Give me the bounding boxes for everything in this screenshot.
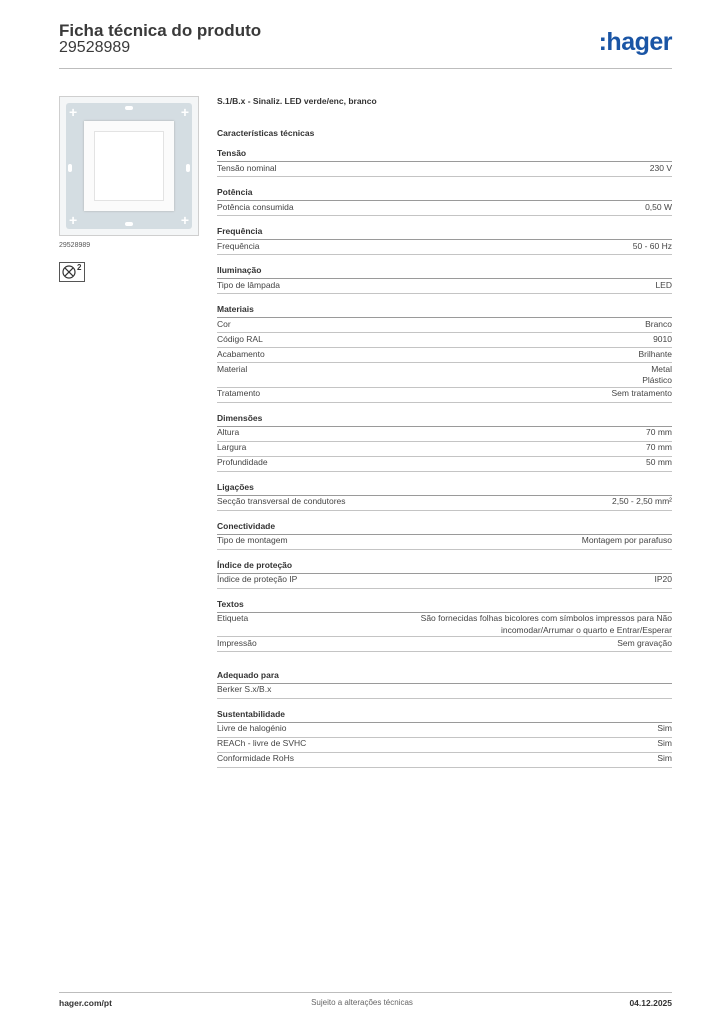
section-title: Sustentabilidade	[217, 709, 672, 723]
product-name: S.1/B.x - Sinaliz. LED verde/enc, branco	[217, 96, 377, 106]
spec-row	[217, 723, 672, 738]
image-caption: 29528989	[59, 242, 91, 249]
product-image	[59, 96, 199, 236]
suitable-item: Berker S.x/B.x	[217, 684, 672, 699]
screw-mark-icon: +	[69, 104, 78, 120]
spec-label: Secção transversal de condutores	[217, 496, 346, 506]
spec-section	[217, 265, 672, 294]
spec-label: Código RAL	[217, 333, 263, 344]
section-title: Adequado para	[217, 670, 672, 684]
suitable-section	[217, 670, 672, 699]
spec-value: 70 mm	[646, 442, 672, 452]
footer-date: 04.12.2025	[629, 998, 672, 1008]
spec-section	[217, 599, 672, 653]
spec-label: Profundidade	[217, 457, 268, 467]
hager-logo: :hager	[598, 28, 672, 56]
spec-value: Brilhante	[638, 348, 672, 359]
sustainability-rows	[217, 723, 672, 768]
spec-value: Branco	[645, 318, 672, 329]
spec-label: Conformidade RoHs	[217, 753, 295, 763]
spec-row	[217, 162, 672, 177]
spec-label: Largura	[217, 442, 247, 452]
spec-value: LED	[655, 279, 672, 290]
spec-row	[217, 457, 672, 472]
spec-row	[217, 427, 672, 442]
frame-hole	[186, 164, 190, 172]
spec-section	[217, 413, 672, 472]
spec-row	[217, 637, 672, 652]
spec-section	[217, 521, 672, 550]
spec-value: Sim	[657, 738, 672, 748]
spec-row	[217, 613, 672, 638]
spec-row	[217, 201, 672, 216]
frame-hole	[68, 164, 72, 172]
spec-value: Sim	[657, 753, 672, 763]
spec-label: Tensão nominal	[217, 162, 277, 173]
spec-row	[217, 496, 672, 511]
spec-section	[217, 187, 672, 216]
spec-section	[217, 226, 672, 255]
page-title: Ficha técnica do produto	[59, 21, 262, 40]
spec-value: 50 mm	[646, 457, 672, 467]
spec-value: Sem gravação	[617, 637, 672, 648]
spec-row	[217, 753, 672, 768]
header-divider	[59, 68, 672, 69]
spec-value: 0,50 W	[645, 201, 672, 212]
spec-label: Tratamento	[217, 388, 261, 398]
spec-row	[217, 388, 672, 403]
spec-value: Sem tratamento	[611, 388, 672, 398]
tech-heading: Características técnicas	[217, 128, 315, 138]
section-title: Índice de proteção	[217, 560, 672, 574]
spec-label: Tipo de lâmpada	[217, 279, 281, 290]
spacer	[217, 662, 672, 670]
section-title: Tensão	[217, 148, 672, 162]
screw-mark-icon: +	[180, 212, 189, 228]
spec-section	[217, 148, 672, 177]
spec-label: Etiqueta	[217, 613, 249, 623]
spec-label: REACh - livre de SVHC	[217, 738, 307, 748]
lamp-cross-icon	[59, 262, 85, 282]
spec-value: Sim	[657, 723, 672, 733]
frame-hole	[125, 222, 133, 226]
spec-row	[217, 348, 672, 363]
spec-value: Montagem por parafuso	[581, 535, 672, 545]
section-title: Textos	[217, 599, 672, 613]
spec-row	[217, 442, 672, 457]
led-lens	[94, 131, 164, 201]
spec-row	[217, 240, 672, 255]
spec-value: Metal Plástico	[642, 363, 672, 385]
cover-plate	[84, 121, 174, 211]
spec-row	[217, 279, 672, 294]
spec-value: 70 mm	[646, 427, 672, 437]
spec-row	[217, 535, 672, 550]
lamp-superscript: 2	[77, 263, 82, 272]
spec-label: Índice de proteção IP	[217, 574, 298, 584]
spec-value: IP20	[654, 574, 672, 584]
screw-mark-icon: +	[69, 212, 78, 228]
spec-value: 50 - 60 Hz	[632, 240, 672, 251]
section-title: Conectividade	[217, 521, 672, 535]
spec-value: 2,50 - 2,50 mm²	[612, 496, 672, 506]
spec-row	[217, 738, 672, 753]
footer-divider	[59, 992, 672, 993]
spec-label: Livre de halogénio	[217, 723, 287, 733]
spec-label: Material	[217, 363, 248, 374]
section-title: Frequência	[217, 226, 672, 240]
section-title: Iluminação	[217, 265, 672, 279]
footer-note: Sujeito a alterações técnicas	[311, 998, 413, 1007]
spec-label: Tipo de montagem	[217, 535, 288, 545]
spec-section	[217, 304, 672, 403]
product-code: 29528989	[59, 39, 131, 56]
spec-value: São fornecidas folhas bicolores com símbolos impressos para Não incomodar/Arrumar o quarto e Entrar/Esperar	[420, 613, 672, 635]
spec-row	[217, 318, 672, 333]
section-title: Ligações	[217, 482, 672, 496]
spec-row	[217, 363, 672, 388]
spec-label: Cor	[217, 318, 231, 329]
spec-section	[217, 560, 672, 589]
spec-row	[217, 333, 672, 348]
spec-value: 230 V	[649, 162, 672, 173]
spec-label: Impressão	[217, 637, 257, 648]
spec-label: Potência consumida	[217, 201, 294, 212]
spec-value: 9010	[653, 333, 672, 344]
spec-section	[217, 482, 672, 511]
spec-label: Acabamento	[217, 348, 265, 359]
screw-mark-icon: +	[180, 104, 189, 120]
spec-sections	[217, 148, 672, 652]
sustainability-section	[217, 709, 672, 768]
mounting-frame	[66, 103, 192, 229]
spec-row	[217, 574, 672, 589]
section-title: Dimensões	[217, 413, 672, 427]
spec-content	[217, 96, 672, 778]
frame-hole	[125, 106, 133, 110]
section-title: Potência	[217, 187, 672, 201]
footer-website: hager.com/pt	[59, 998, 112, 1008]
section-title: Materiais	[217, 304, 672, 318]
spec-label: Altura	[217, 427, 240, 437]
spec-label: Frequência	[217, 240, 260, 251]
